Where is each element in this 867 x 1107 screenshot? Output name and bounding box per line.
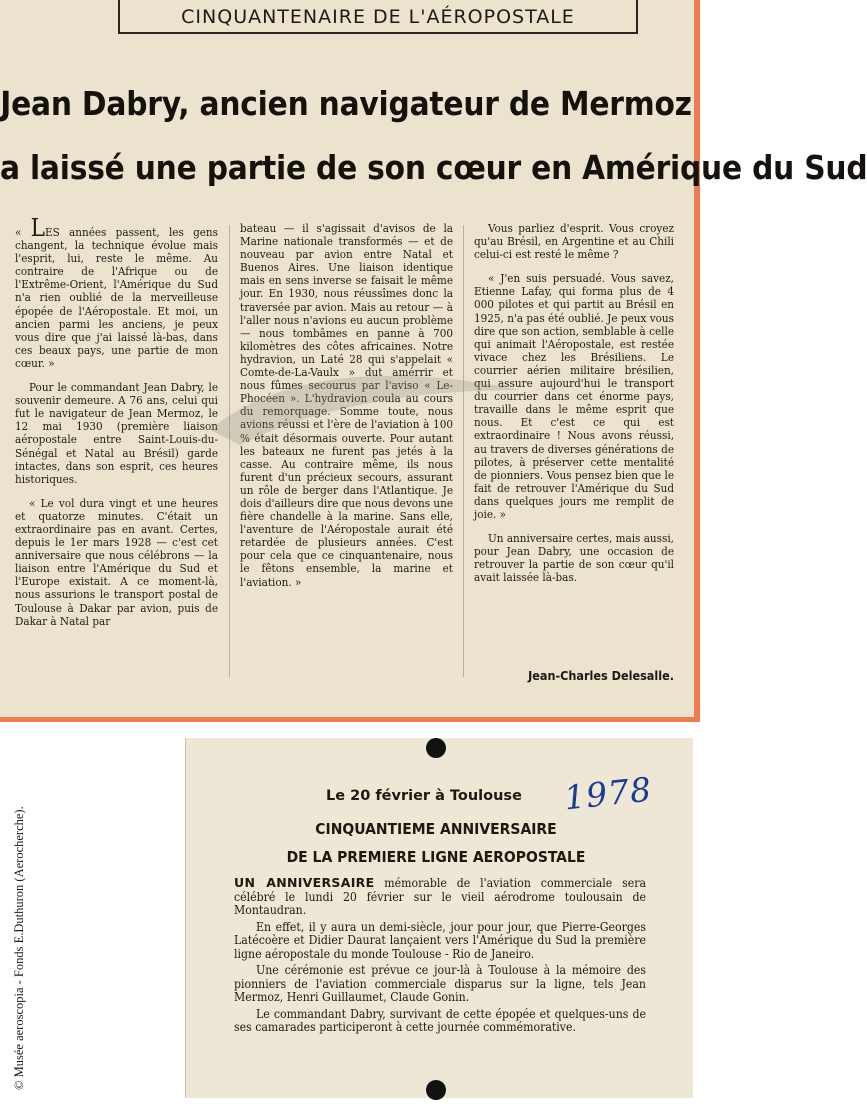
announcement-title-line-1: CINQUANTIEME ANNIVERSAIRE	[315, 820, 557, 838]
column-divider	[463, 225, 464, 677]
article-paragraph: Une cérémonie est prévue ce jour-là à Toulouse à la mémoire des pionniers de l'aviation commerciale disparus sur la ligne, tels Jean Mermoz, Henri Guillaumet, Claude Gonin.	[234, 963, 646, 1004]
announcement-title-line-2: DE LA PREMIERE LIGNE AEROPOSTALE	[286, 848, 586, 866]
article-column-3	[474, 222, 674, 595]
article-paragraph: « J'en suis persuadé. Vous savez, Etienne Lafay, qui forma plus de 4 000 pilotes et qui partit au Brésil en 1925, n'a pas été oublié. Je peux vous dire que son action, semblable à celle qui animait l'Aéropostale, est restée vivace chez les Brésiliens. Le courrier aérien militaire brésilien, qui assure aujourd'hui le transport du courrier dans cet énorme pays, travaille dans le même esprit que nous. Et c'est ce qui est extraordinaire ! Nous avons réussi, au travers de diverses générations de pilotes, à préserver cette mentalité de pionniers. Vous pensez bien que le fait de retrouver l'Amérique du Sud dans quelques jours me remplit de joie. »	[474, 271, 674, 521]
kicker-headline: Le 20 février à Toulouse	[326, 788, 522, 804]
author-signature: Jean-Charles Delesalle.	[528, 668, 674, 683]
article-column-1	[15, 214, 218, 639]
article-column-2	[240, 222, 453, 600]
photo-credit: © Musée aeroscopia - Fonds E.Duthuron (Aerocherche).	[12, 806, 26, 1090]
headline-line-1: Jean Dabry, ancien navigateur de Mermoz	[0, 84, 692, 123]
headline-line-2: a laissé une partie de son cœur en Amérique du Sud	[0, 148, 867, 187]
article-paragraph: UN ANNIVERSAIRE mémorable de l'aviation commerciale sera célébré le lundi 20 février sur le vieil aérodrome toulousain de Montaudran.	[234, 875, 646, 917]
article-paragraph: « LES années passent, les gens changent, la technique évolue mais l'esprit, lui, reste le même. Au contraire de l'Afrique ou de l'Extrême-Orient, l'Amérique du Sud n'a rien oublié de la merveilleuse épopée de l'Aéropostale. Et moi, un ancien parmi les anciens, je peux vous dire que j'ai laissé là-bas, dans ces beaux pays, une partie de mon cœur. »	[15, 214, 218, 370]
column-divider	[229, 225, 230, 677]
article-paragraph: « Le vol dura vingt et une heures et quatorze minutes. C'était un extraordinaire pas en avant. Certes, depuis le 1er mars 1928 — c'est cet anniversaire que nous célébrons — la liaison entre l'Amérique du Sud et l'Europe existait. A ce moment-là, nous assurions le transport postal de Toulouse à Dakar par avion, puis de Dakar à Natal par	[15, 495, 218, 628]
lead-caps: UN ANNIVERSAIRE	[234, 875, 375, 890]
punch-hole-icon	[426, 1080, 446, 1100]
article-paragraph: Le commandant Dabry, survivant de cette épopée et quelques-uns de ses camarades participeront à cette journée commémorative.	[234, 1006, 646, 1034]
handwritten-year-note: 1978	[562, 769, 654, 818]
article-paragraph: En effet, il y aura un demi-siècle, jour pour jour, que Pierre-Georges Latécoère et Didier Daurat lançaient vers l'Amérique du Sud la première ligne aéropostale du monde Toulouse - Rio de Janeiro.	[234, 919, 646, 961]
article-paragraph: Pour le commandant Jean Dabry, le souvenir demeure. A 76 ans, celui qui fut le navigateur de Jean Mermoz, le 12 mai 1930 (première liaison aéropostale entre Saint-Louis-du-Sénégal et Natal au Brésil) garde intactes, dans son esprit, ces heures historiques.	[15, 380, 218, 486]
drop-cap: L	[30, 214, 46, 242]
article-paragraph: bateau — il s'agissait d'avisos de la Marine nationale transformés — et de nouveau par avion entre Natal et Buenos Aires. Une liaison identique mais en sens inverse se faisait le même jour. En 1930, nous réussîmes donc la traversée par avion. Mais au retour — à l'aller nous n'avions eu aucun problème — nous tombâmes en panne à 700 kilomètres des côtes africaines. Notre hydravion, un Laté 28 qui s'appelait « Comte-de-La-Vaulx » dut amérrir et nous fûmes secourus par l'aviso « Le-Phocéen ». L'hydravion coula au cours du remorquage. Somme toute, nous avions réussi et l'ère de l'aviation à 100 % était désormais ouverte. Pour autant les bateaux ne furent pas jetés à la casse. Au contraire même, ils nous furent d'un précieux secours, assurant un rôle de berger dans l'Atlantique. Je dois d'ailleurs dire que nous devons une fière chandelle à la marine. Sans elle, l'aventure de l'Aéropostale aurait été retardée de plusieurs années. C'est pour cela que ce cinquantenaire, nous le fêtons ensemble, la marine et l'aviation. »	[240, 221, 453, 589]
announcement-body	[234, 876, 646, 1038]
section-rubric: CINQUANTENAIRE DE L'AÉROPOSTALE	[118, 0, 638, 34]
article-paragraph: Un anniversaire certes, mais aussi, pour Jean Dabry, une occasion de retrouver la partie de son cœur qu'il avait laissée là-bas.	[474, 531, 674, 585]
newspaper-clipping-announcement	[185, 738, 693, 1098]
punch-hole-icon	[426, 738, 446, 758]
article-paragraph: Vous parliez d'esprit. Vous croyez qu'au Brésil, en Argentine et au Chili celui-ci est resté le même ?	[474, 221, 674, 262]
